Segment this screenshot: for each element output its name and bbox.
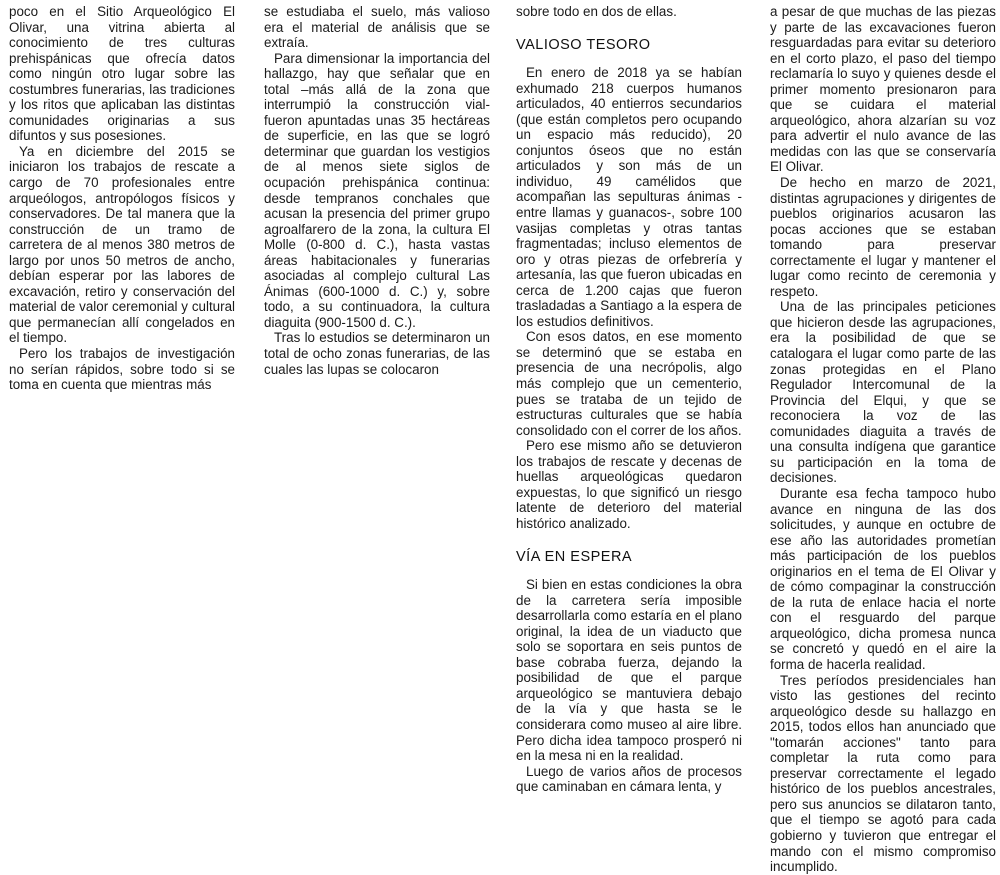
article-paragraph: a pesar de que muchas de las piezas y parte de las excavaciones fueron resguardadas para evitar su deterioro en el corto plazo, el paso del tiempo reclamaría lo suyo y quienes desde el primer momento presionaron para que se cuidara el material arqueológico, ahora alzarían su voz para advertir el nulo avance de las medidas con las que se conservaría El Olivar.: [770, 4, 996, 175]
article-paragraph: De hecho en marzo de 2021, distintas agrupaciones y dirigentes de pueblos originarios acusaron las pocas acciones que se estaban tomando para preservar correctamente el lugar y mantener el lugar como recinto de ceremonia y respeto.: [770, 175, 996, 299]
article-paragraph: Para dimensionar la importancia del hallazgo, hay que señalar que en total –más allá de la zona que interrumpió la construcción vial- fueron apuntadas unas 35 hectáreas de superficie, en las que se logró determinar que guardan los vestigios de al menos siete siglos de ocupación prehispánica continua: desde tempranos conchales que acusan la presencia del primer grupo agroalfarero de la zona, la cultura El Molle (0-800 d. C.), hasta vastas áreas habitacionales y funerarias asociadas al complejo cultural Las Ánimas (600-1000 d. C.) y, sobre todo, a su continuadora, la cultura diaguita (900-1500 d. C.).: [264, 50, 490, 330]
section-heading: VALIOSO TESORO: [516, 36, 651, 53]
article-column-3: [516, 4, 742, 795]
article-paragraph: Tres períodos presidenciales han visto las gestiones del recinto arqueológico desde su hallazgo en 2015, todos ellos han anunciado que "tomarán acciones" tanto para completar la ruta como para preservar correctamente el legado histórico de los pueblos ancestrales, pero sus anuncios se dilataron tanto, que el tiempo se agotó para cada gobierno y tuvieron que entregar el mando con el mismo compromiso incumplido.: [770, 672, 996, 875]
article-paragraph: se estudiaba el suelo, más valioso era el material de análisis que se extraía.: [264, 4, 490, 51]
article-column-1: [9, 4, 235, 393]
article-paragraph: Pero ese mismo año se detuvieron los trabajos de rescate y decenas de huellas arqueológicas quedaron expuestas, lo que significó un riesgo latente de deterioro del material histórico analizado.: [516, 438, 742, 531]
article-paragraph: sobre todo en dos de ellas.: [516, 4, 677, 19]
article-paragraph: Con esos datos, en ese momento se determinó que se estaba en presencia de una necrópolis, algo más complejo que un cementerio, pues se trataba de un tejido de estructuras culturales que se había consolidado con el correr de los años.: [516, 329, 742, 438]
article-paragraph: Ya en diciembre del 2015 se iniciaron los trabajos de rescate a cargo de 70 profesionales entre arqueólogos, antropólogos físicos y conservadores. De tal manera que la construcción de un tramo de carretera de al menos 380 metros de largo por unos 50 metros de ancho, debían esperar por las labores de excavación, retiro y conservación del material de valor ceremonial y cultural que permanecían allí congelados en el tiempo.: [9, 143, 235, 346]
article-paragraph: Una de las principales peticiones que hicieron desde las agrupaciones, era la posibilidad de que se catalogara el lugar como parte de las zonas protegidas en el Plano Regulador Intercomunal de la Provincia del Elqui, y que se reconociera la voz de las comunidades diaguita a través de una consulta indígena que garantice su participación en la toma de decisiones.: [770, 299, 996, 486]
article-column-4: [770, 4, 996, 875]
article-paragraph: Tras lo estudios se determinaron un total de ocho zonas funerarias, de las cuales las lupas se colocaron: [264, 330, 490, 377]
article-paragraph: Si bien en estas condiciones la obra de la carretera sería imposible desarrollarla como estaría en el plano original, la idea de un viaducto que solo se soportara en seis puntos de base cobraba fuerza, dejando la posibilidad de que el parque arqueológico se mantuviera debajo de la vía y que hasta se le considerara como museo al aire libre. Pero dicha idea tampoco prosperó ni en la mesa ni en la realidad.: [516, 577, 742, 764]
article-paragraph: Durante esa fecha tampoco hubo avance en ninguna de las dos solicitudes, y aunque en octubre de ese año las autoridades prometían más participación de los pueblos originarios en el tema de El Olivar y de cómo compaginar la construcción de la ruta de enlace hacia el norte con el resguardo del parque arqueológico, dicha promesa nunca se concretó y quedó en el aire la forma de hacerla realidad.: [770, 485, 996, 672]
article-paragraph: Pero los trabajos de investigación no serían rápidos, sobre todo si se toma en cuenta que mientras más: [9, 346, 235, 393]
article-paragraph: En enero de 2018 ya se habían exhumado 218 cuerpos humanos articulados, 40 entierros secundarios (que están completos pero ocupando un espacio más reducido), 20 conjuntos óseos que no están articulados y son más de un individuo, 49 camélidos que acompañan las sepulturas ánimas -entre llamas y guanacos-, sobre 100 vasijas completas y otras tantas fragmentadas; incluso elementos de oro y otras piezas de orfebrería y artesanía, las que fueron ubicadas en cerca de 1.200 cajas que fueron trasladadas a Santiago a la espera de los estudios definitivos.: [516, 65, 742, 329]
article-paragraph: poco en el Sitio Arqueológico El Olivar, una vitrina abierta al conocimiento de tres culturas prehispánicas que ofrecía datos como ningún otro lugar sobre las costumbres funerarias, las tradiciones y los ritos que aplicaban las distintas comunidades originarias a sus difuntos y sus posesiones.: [9, 4, 235, 144]
article-column-2: [264, 4, 490, 377]
article-paragraph: Luego de varios años de procesos que caminaban en cámara lenta, y: [516, 763, 742, 795]
section-heading: VÍA EN ESPERA: [516, 548, 633, 565]
